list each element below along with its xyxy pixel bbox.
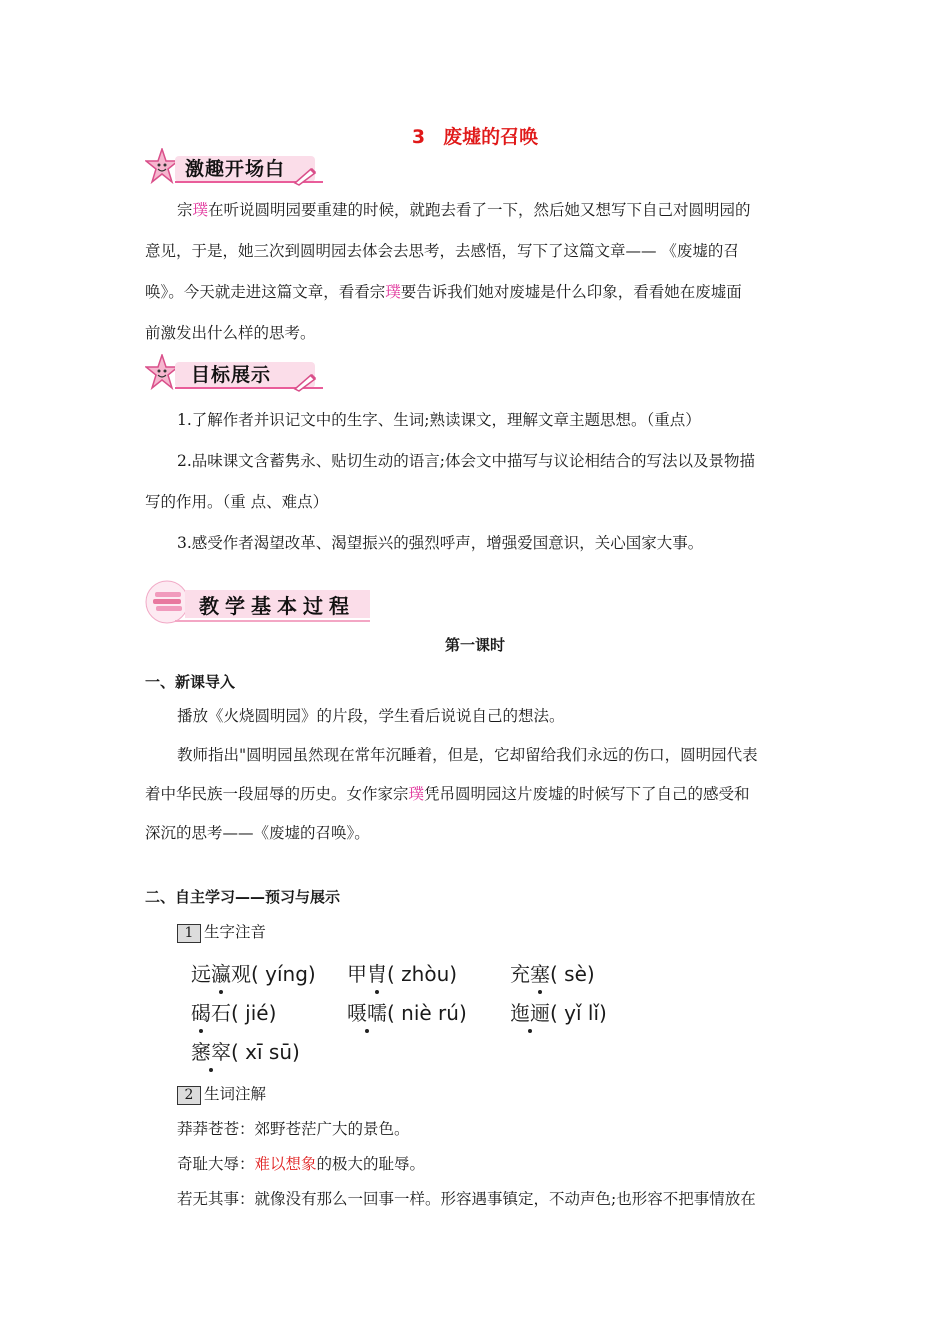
- vocab-item: [177, 1147, 817, 1182]
- text-line: 前激发出什么样的思考。: [145, 324, 316, 342]
- section-header-text: 教学基本过程: [199, 594, 355, 618]
- goals-list: [145, 400, 810, 564]
- subsection-vocabulary: [177, 1082, 266, 1105]
- dotted-char: 窸窣: [191, 1036, 231, 1065]
- section-header-text: 目标展示: [191, 364, 272, 386]
- pinyin-text: 观( yíng): [231, 962, 316, 986]
- char-run: 甲: [347, 962, 367, 986]
- subsection-number: 2: [177, 1086, 201, 1105]
- text-line: 播放《火烧圆明园》的片段，学生看后说说自己的想法。: [177, 707, 565, 725]
- text-line: 深沉的思考——《废墟的召唤》。: [145, 824, 370, 842]
- dotted-char: 迤逦: [510, 997, 550, 1026]
- pinyin-text: ( yǐ lǐ): [550, 1001, 607, 1025]
- text-line: 意见，于是，她三次到圆明园去体会去思考，去感悟，写下了这篇文章—— 《废墟的召: [145, 242, 739, 260]
- vocab-definition: 郊野苍茫广大的景色。: [254, 1120, 410, 1138]
- goal-item: 1.了解作者并识记文中的生字、生词;熟读课文，理解文章主题思想。（重点）: [177, 411, 701, 429]
- subsection-label: 生字注音: [204, 923, 267, 941]
- dotted-char: 胄: [367, 958, 387, 987]
- text-run: 着中华民族一段屈辱的历史。女作家宗: [145, 785, 409, 803]
- char-run: 充: [510, 962, 530, 986]
- section-header-intro: [145, 148, 325, 188]
- vocab-term: 若无其事：: [177, 1190, 255, 1208]
- goal-item: 2.品味课文含蓄隽永、贴切生动的语言;体会文中描写与议论相结合的写法以及景物描: [177, 452, 756, 470]
- vocab-definition: 就像没有那么一回事一样。形容遇事镇定，不动声色;也形容不把事情放在: [254, 1190, 756, 1208]
- subsection-pronunciation: [177, 920, 266, 943]
- part-heading: 一、新课导入: [145, 673, 236, 691]
- pinyin-text: ( xī sū): [231, 1040, 300, 1064]
- vocab-item: [177, 1182, 817, 1217]
- text-run: 凭吊圆明园这片废墟的时候写下了自己的感受和: [424, 785, 750, 803]
- text-line: [145, 775, 810, 814]
- pinyin-item: [347, 997, 467, 1026]
- dotted-char: 嗫嚅: [347, 997, 387, 1026]
- dotted-char: 瀛: [211, 958, 231, 987]
- dotted-char: 塞: [530, 958, 550, 987]
- lesson-number: 3: [411, 126, 426, 148]
- highlight-char: 璞: [192, 201, 209, 219]
- text-run: 要告诉我们她对废墟是什么印象，看看她在废墟面: [400, 283, 742, 301]
- text-run: 宗: [177, 201, 193, 219]
- dotted-char: 碣: [191, 997, 211, 1026]
- section-header-text: 激趣开场白: [185, 158, 286, 180]
- part-heading: 二、自主学习——预习与展示: [145, 888, 341, 906]
- vocab-term: 莽莽苍苍：: [177, 1120, 255, 1138]
- lesson-title: 废墟的召唤: [443, 126, 539, 148]
- pinyin-item: [191, 1036, 300, 1065]
- star-mascot-icon: [145, 354, 179, 392]
- vocab-definition: 的极大的耻辱。: [316, 1155, 426, 1173]
- highlight-char: 璞: [408, 785, 425, 803]
- pinyin-text: 石( jié): [211, 1001, 277, 1025]
- vocab-item: [177, 1112, 817, 1147]
- goal-item-cont: 写的作用。（重 点、难点）: [145, 493, 329, 511]
- text-line: [145, 190, 810, 231]
- section-header-process: [145, 578, 375, 628]
- vocab-list: [177, 1112, 817, 1217]
- intro-paragraph: [145, 190, 810, 354]
- pinyin-item: [191, 997, 276, 1026]
- pinyin-item: [347, 958, 457, 987]
- page-title: [0, 122, 950, 149]
- pinyin-text: ( niè rú): [387, 1001, 467, 1025]
- text-run: 唤》。今天就走进这篇文章，看看宗: [145, 283, 386, 301]
- subsection-number: 1: [177, 924, 201, 943]
- text-run: 在听说圆明园要重建的时候，就跑去看了一下，然后她又想写下自己对圆明园的: [208, 201, 751, 219]
- pinyin-item: [191, 958, 316, 987]
- intro-body: [145, 697, 810, 853]
- goal-item: 3.感受作者渴望改革、渴望振兴的强烈呼声，增强爱国意识，关心国家大事。: [177, 534, 704, 552]
- text-line: [145, 272, 810, 313]
- pencil-icon: [293, 372, 319, 392]
- star-mascot-icon: [145, 148, 179, 186]
- highlight-char: 璞: [385, 283, 401, 301]
- pinyin-item: [510, 997, 607, 1026]
- pencil-icon: [293, 166, 319, 186]
- pinyin-item: [510, 958, 595, 987]
- char-run: 远: [191, 962, 211, 986]
- section-header-goals: [145, 354, 325, 394]
- pinyin-text: ( sè): [550, 962, 595, 986]
- text-line: 教师指出"圆明园虽然现在常年沉睡着，但是，它却留给我们永远的伤口，圆明园代表: [177, 746, 758, 764]
- subsection-label: 生词注解: [204, 1085, 267, 1103]
- lesson-label: 第一课时: [444, 636, 505, 654]
- header-underline: [175, 620, 370, 622]
- vocab-highlight: 难以想象: [254, 1155, 317, 1173]
- pinyin-text: ( zhòu): [387, 962, 458, 986]
- vocab-term: 奇耻大辱：: [177, 1155, 255, 1173]
